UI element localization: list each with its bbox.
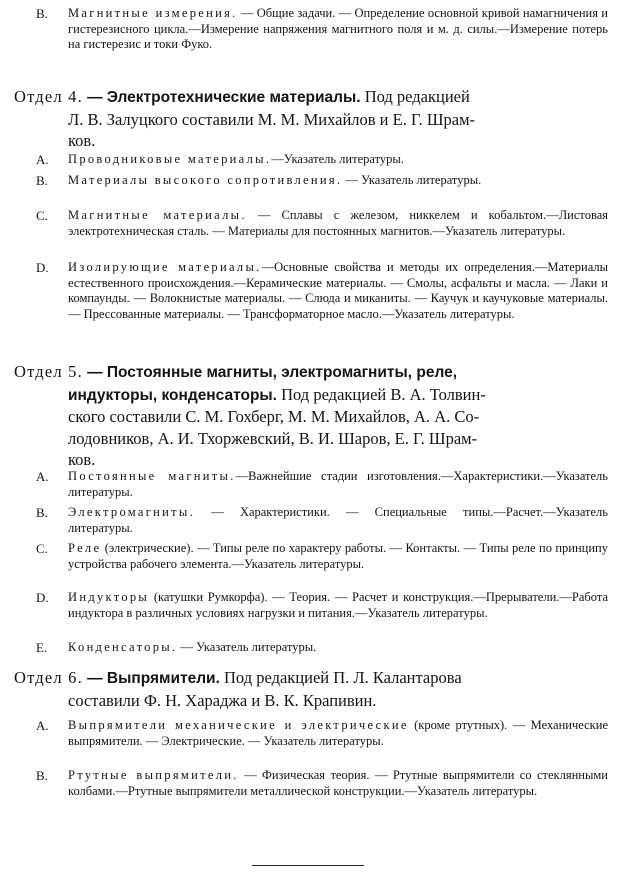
item-text: (кроме ртутных). — Механические выпрямители. — Электрические. — Указатель литературы. [68,718,608,748]
item-text: (электрические). — Типы реле по характеру работы. — Контакты. — Типы реле по принципу устройства рабочего элемента.—Указатель литературы. [68,541,608,571]
item-letter: C. [36,208,48,223]
section-4-heading [14,86,608,152]
item-name: Выпрямители механические и электрические [68,718,409,732]
section-line1: Под редакцией [360,87,470,106]
item-capacitors [36,640,608,656]
section-line: ского составили С. М. Гохберг, М. М. Михайлов, А. А. Со- [68,407,480,426]
item-text: —Указатель литературы. [271,152,404,166]
item-insulating-materials [36,260,608,322]
item-high-resistance-materials [36,173,608,189]
item-mechanical-rectifiers [36,718,608,749]
item-inductors [36,590,608,621]
item-letter: A. [36,718,49,733]
section-line: лодовников, А. И. Тхоржевский, В. И. Шаров, Е. Г. Шрам- [68,428,478,448]
item-text: — Общие задачи. — Определение основной кривой намагничения и гистерезисного цикла.—Измерение напряжения магнитного поля и м. д. силы.—Измерение потерь на гистерезис и токи Фуко. [68,6,608,52]
section-title: — Выпрямители. [87,670,220,687]
item-name: Реле [68,541,102,555]
item-text: — Указатель литературы. [342,173,482,187]
item-letter: B. [36,173,48,188]
section-label: Отдел 4. [14,87,83,106]
item-name: Ртутные выпрямители. [68,768,239,782]
item-text: — Сплавы с железом, никкелем и кобальтом.—Листовая электротехническая сталь. — Материалы для постоянных магнитов.—Указатель литературы. [68,208,608,238]
item-mercury-rectifiers [36,768,608,799]
section-title: — Электротехнические материалы. [87,89,361,106]
item-name: Конденсаторы. [68,640,178,654]
item-name: Электромагниты. [68,505,196,519]
item-letter: B. [36,768,48,783]
item-letter: D. [36,260,49,275]
item-letter: A. [36,152,49,167]
item-letter: D. [36,590,49,605]
item-text: —Важнейшие стадии изготовления.—Характеристики.—Указатель литературы. [68,469,608,499]
section-label: Отдел 6. [14,668,83,687]
item-text: — Физическая теория. — Ртутные выпрямители со стеклянными колбами.—Ртутные выпрямители металлической конструкции.—Указатель литературы. [68,768,608,798]
item-name: Постоянные магниты. [68,469,236,483]
item-text: — Характеристики. — Специальные типы.—Расчет.—Указатель литературы. [68,505,608,535]
item-conductor-materials [36,152,608,168]
item-name: Материалы высокого сопротивления. [68,173,343,187]
closing-rule-divider [252,865,364,866]
section-line: Л. В. Залуцкого составили М. М. Михайлов и Е. Г. Шрам- [68,109,476,129]
section-5-heading [14,361,608,471]
item-name: Магнитные материалы. [68,208,247,222]
item-electromagnets [36,505,608,536]
section-6-heading [14,667,608,711]
item-text: (катушки Румкорфа). — Теория. — Расчет и конструкция.—Прерыватели.—Работа индуктора в различных условиях нагрузки и питания.—Указатель литературы. [68,590,608,620]
item-letter: A. [36,469,49,484]
item-magnetic-materials [36,208,608,239]
item-letter: B. [36,6,48,21]
section-title: — Постоянные магниты, электромагниты, реле, [87,364,458,381]
item-name: Изолирующие материалы. [68,260,262,274]
item-name: Проводниковые материалы. [68,152,272,166]
section-line: ков. [68,131,96,150]
item-text: — Указатель литературы. [177,640,317,654]
item-magnetic-measurements [36,6,608,53]
item-letter: E. [36,640,48,655]
item-permanent-magnets [36,469,608,500]
section-line1: Под редакцией П. Л. Калантарова [219,668,462,687]
section-line: составили Ф. Н. Хараджа и В. К. Крапивин. [68,690,377,710]
item-letter: C. [36,541,48,556]
item-name: Магнитные измерения. [68,6,238,20]
section-label: Отдел 5. [14,362,83,381]
section-line: ков. [68,450,96,469]
item-text: —Основные свойства и методы их определения.—Материалы естественного происхождения.—Керамические материалы. — Смолы, асфальты и масла. — Лаки и компаунды. — Волокнистые материалы. — Слюда и миканиты. — Каучук и каучуковые материалы. — Прессованные материалы. — Трансформаторное масло.—Указатель литературы. [68,260,608,321]
item-relays [36,541,608,572]
item-letter: B. [36,505,48,520]
section-line: индукторы, конденсаторы. Под редакцией В. А. Толвин- [68,384,486,404]
item-name: Индукторы [68,590,150,604]
